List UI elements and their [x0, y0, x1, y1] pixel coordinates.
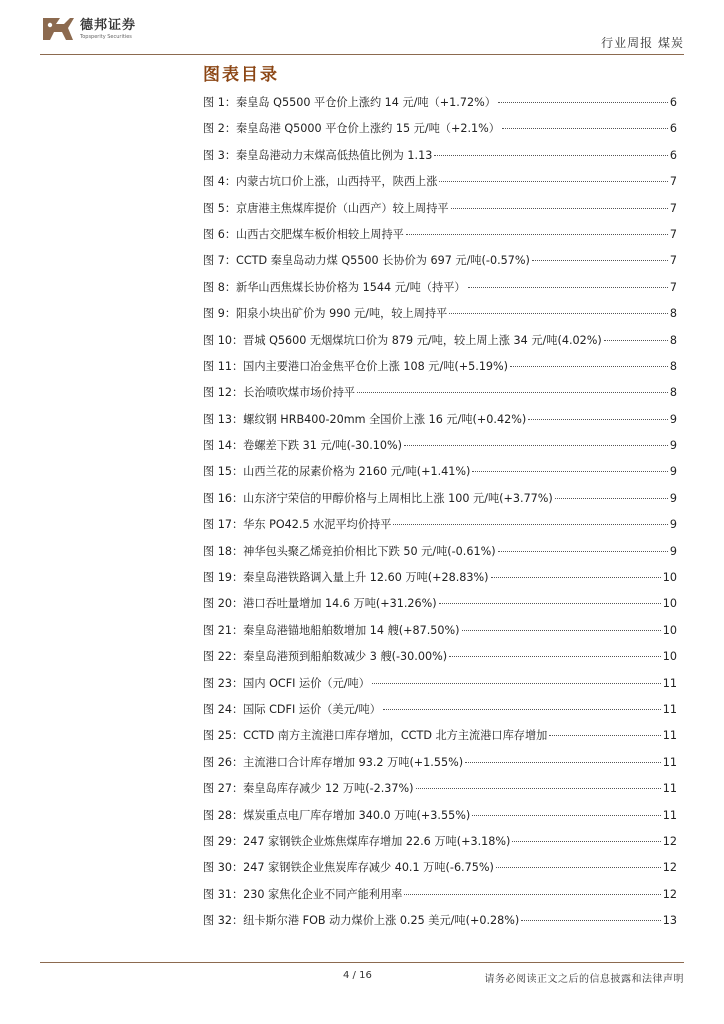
toc-item-page: 8 [669, 359, 677, 373]
toc-item-page: 12 [662, 887, 677, 901]
toc-title: 图表目录 [203, 65, 279, 85]
toc-item-page: 11 [662, 729, 677, 743]
toc-item[interactable] [203, 675, 677, 701]
toc-item-page: 11 [662, 755, 677, 769]
page-header [0, 0, 724, 60]
toc-leader-dots [496, 866, 661, 868]
toc-leader-dots [512, 840, 660, 842]
toc-item-page: 11 [662, 676, 677, 690]
toc-item-label: 图 6：山西古交肥煤车板价相较上周持平 [203, 227, 404, 241]
toc-item-label: 图 32：纽卡斯尔港 FOB 动力煤价上涨 0.25 美元/吨(+0.28%) [203, 914, 520, 928]
toc-item-label: 图 18：神华包头聚乙烯竞拍价相比下跌 50 元/吨(-0.61%) [203, 544, 496, 558]
toc-item-label: 图 12：长治喷吹煤市场价持平 [203, 386, 356, 400]
toc-item-label: 图 9：阳泉小块出矿价为 990 元/吨，较上周持平 [203, 307, 448, 321]
toc-leader-dots [439, 180, 667, 182]
toc-list [203, 94, 677, 939]
toc-item-label: 图 29：247 家钢铁企业炼焦煤库存增加 22.6 万吨(+3.18%) [203, 834, 511, 848]
toc-leader-dots [416, 787, 661, 789]
toc-item-label: 图 15：山西兰花的尿素价格为 2160 元/吨(+1.41%) [203, 465, 471, 479]
toc-leader-dots [449, 655, 661, 657]
toc-leader-dots [528, 418, 668, 420]
toc-item-page: 9 [669, 491, 677, 505]
toc-leader-dots [502, 127, 668, 129]
toc-item-page: 12 [662, 861, 677, 875]
disclaimer-note: 请务必阅读正文之后的信息披露和法律声明 [484, 974, 684, 985]
toc-item-label: 图 21：秦皇岛港锚地船舶数增加 14 艘(+87.50%) [203, 623, 460, 637]
toc-leader-dots [383, 708, 661, 710]
toc-leader-dots [462, 629, 661, 631]
toc-item[interactable] [203, 622, 677, 648]
toc-leader-dots [604, 339, 668, 341]
toc-item[interactable] [203, 886, 677, 912]
toc-item[interactable] [203, 437, 677, 463]
toc-item[interactable] [203, 833, 677, 859]
toc-item-page: 7 [669, 175, 677, 189]
toc-leader-dots [491, 576, 661, 578]
toc-leader-dots [372, 682, 661, 684]
toc-item-label: 图 13：螺纹钢 HRB400-20mm 全国价上涨 16 元/吨(+0.42%) [203, 412, 527, 426]
toc-item[interactable] [203, 859, 677, 885]
toc-item[interactable] [203, 332, 677, 358]
toc-item-label: 图 22：秦皇岛港预到船舶数减少 3 艘(-30.00%) [203, 650, 448, 664]
toc-item-page: 6 [669, 148, 677, 162]
toc-leader-dots [449, 312, 668, 314]
toc-item[interactable] [203, 147, 677, 173]
toc-leader-dots [555, 497, 668, 499]
toc-item[interactable] [203, 595, 677, 621]
toc-item-label: 图 11：国内主要港口冶金焦平仓价上涨 108 元/吨(+5.19%) [203, 359, 509, 373]
toc-item-page: 8 [669, 386, 677, 400]
toc-item[interactable] [203, 305, 677, 331]
toc-item-label: 图 31：230 家焦化企业不同产能利用率 [203, 887, 403, 901]
toc-item-label: 图 19：秦皇岛港铁路调入量上升 12.60 万吨(+28.83%) [203, 571, 489, 585]
toc-item-page: 6 [669, 122, 677, 136]
toc-leader-dots [468, 286, 668, 288]
toc-leader-dots [521, 919, 660, 921]
toc-item-label: 图 8：新华山西焦煤长协价格为 1544 元/吨（持平） [203, 280, 466, 294]
toc-item-page: 12 [662, 834, 677, 848]
toc-item-label: 图 28：煤炭重点电厂库存增加 340.0 万吨(+3.55%) [203, 808, 471, 822]
toc-item-page: 13 [662, 914, 677, 928]
toc-item-label: 图 17：华东 PO42.5 水泥平均价持平 [203, 518, 392, 532]
toc-item[interactable] [203, 807, 677, 833]
report-category: 行业周报 煤炭 [601, 36, 684, 50]
company-logo [40, 14, 136, 44]
toc-leader-dots [434, 154, 668, 156]
toc-item-page: 6 [669, 96, 677, 109]
toc-item[interactable] [203, 226, 677, 252]
toc-item-page: 9 [669, 439, 677, 453]
toc-item-page: 10 [662, 571, 677, 585]
toc-item[interactable] [203, 120, 677, 146]
toc-item-label: 图 24：国际 CDFI 运价（美元/吨） [203, 702, 381, 716]
toc-item[interactable] [203, 200, 677, 226]
toc-leader-dots [472, 470, 667, 472]
toc-item[interactable] [203, 490, 677, 516]
logo-name-en: Topsperity Securities [80, 33, 132, 40]
toc-item[interactable] [203, 384, 677, 410]
toc-leader-dots [510, 365, 668, 367]
toc-item[interactable] [203, 173, 677, 199]
toc-item-label: 图 16：山东济宁荣信的甲醇价格与上周相比上涨 100 元/吨(+3.77%) [203, 491, 553, 505]
toc-item-page: 9 [669, 412, 677, 426]
toc-leader-dots [549, 734, 660, 736]
toc-item-page: 11 [662, 808, 677, 822]
toc-leader-dots [472, 814, 661, 816]
toc-item-page: 10 [662, 597, 677, 611]
toc-leader-dots [393, 523, 667, 525]
toc-item-label: 图 14：卷螺差下跌 31 元/吨(-30.10%) [203, 439, 403, 453]
toc-leader-dots [498, 550, 668, 552]
toc-item[interactable] [203, 358, 677, 384]
toc-leader-dots [404, 893, 660, 895]
page-number: 4 / 16 [343, 970, 372, 981]
toc-item-page: 8 [669, 307, 677, 321]
toc-item-label: 图 20：港口吞吐量增加 14.6 万吨(+31.26%) [203, 597, 437, 611]
toc-item[interactable] [203, 754, 677, 780]
toc-item-label: 图 5：京唐港主焦煤库提价（山西产）较上周持平 [203, 201, 449, 215]
toc-item-page: 10 [662, 650, 677, 664]
toc-item-label: 图 3：秦皇岛港动力末煤高低热值比例为 1.13 [203, 148, 433, 162]
toc-item-label: 图 7：CCTD 秦皇岛动力煤 Q5500 长协价为 697 元/吨(-0.57%) [203, 254, 530, 268]
footer-divider [40, 962, 684, 963]
toc-item-label: 图 2：秦皇岛港 Q5000 平仓价上涨约 15 元/吨（+2.1%） [203, 122, 500, 136]
toc-item-page: 7 [669, 227, 677, 241]
toc-item-label: 图 10：晋城 Q5600 无烟煤坑口价为 879 元/吨，较上周上涨 34 元/吨(4.02%) [203, 333, 602, 347]
toc-item-page: 7 [669, 254, 677, 268]
toc-item-page: 10 [662, 623, 677, 637]
toc-item-label: 图 4：内蒙古坑口价上涨，山西持平，陕西上涨 [203, 175, 438, 189]
toc-item-page: 11 [662, 702, 677, 716]
toc-item-label: 图 27：秦皇岛库存减少 12 万吨(-2.37%) [203, 782, 414, 796]
toc-item[interactable] [203, 252, 677, 278]
toc-leader-dots [498, 101, 668, 103]
toc-item-page: 11 [662, 782, 677, 796]
logo-name-cn: 德邦证券 [80, 17, 137, 33]
toc-item[interactable] [203, 94, 677, 120]
toc-leader-dots [465, 761, 661, 763]
toc-item[interactable] [203, 648, 677, 674]
toc-item[interactable] [203, 543, 677, 569]
logo-icon [40, 14, 76, 44]
toc-item-page: 9 [669, 518, 677, 532]
toc-item-label: 图 23：国内 OCFI 运价（元/吨） [203, 676, 370, 690]
toc-item-page: 8 [669, 333, 677, 347]
toc-item[interactable] [203, 701, 677, 727]
toc-item[interactable] [203, 279, 677, 305]
toc-leader-dots [439, 602, 661, 604]
toc-item-page: 7 [669, 201, 677, 215]
toc-leader-dots [451, 207, 668, 209]
toc-item-page: 9 [669, 465, 677, 479]
toc-item[interactable] [203, 411, 677, 437]
toc-item[interactable] [203, 780, 677, 806]
toc-item[interactable] [203, 912, 677, 938]
toc-leader-dots [357, 391, 668, 393]
toc-item-label: 图 30：247 家钢铁企业焦炭库存减少 40.1 万吨(-6.75%) [203, 861, 494, 875]
toc-leader-dots [404, 444, 668, 446]
header-divider [40, 54, 684, 55]
toc-item-label: 图 26：主流港口合计库存增加 93.2 万吨(+1.55%) [203, 755, 464, 769]
toc-item[interactable] [203, 516, 677, 542]
toc-item-label: 图 1：秦皇岛 Q5500 平仓价上涨约 14 元/吨（+1.72%） [203, 96, 496, 109]
toc-leader-dots [406, 233, 668, 235]
toc-item[interactable] [203, 569, 677, 595]
toc-item[interactable] [203, 463, 677, 489]
toc-item-page: 7 [669, 280, 677, 294]
toc-item[interactable] [203, 727, 677, 753]
toc-item-page: 9 [669, 544, 677, 558]
toc-item-label: 图 25：CCTD 南方主流港口库存增加，CCTD 北方主流港口库存增加 [203, 729, 548, 743]
toc-leader-dots [532, 259, 668, 261]
